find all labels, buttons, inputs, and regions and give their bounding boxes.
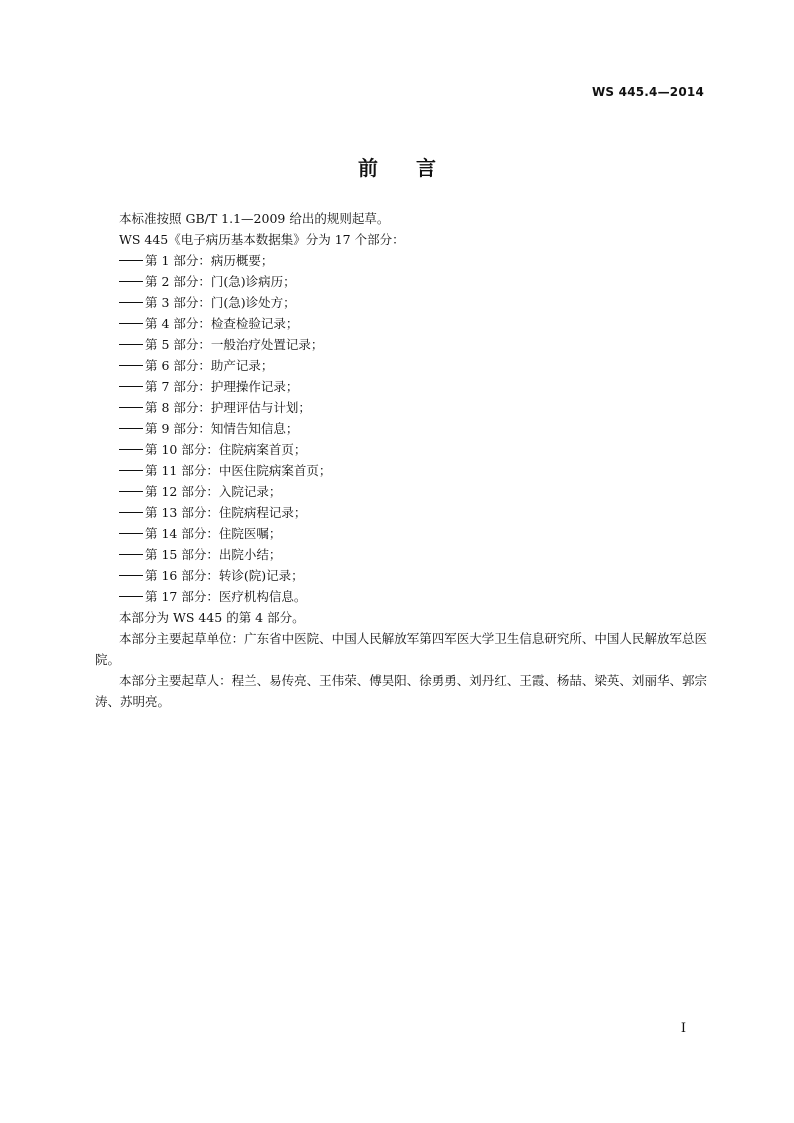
intro-paragraph-drafting-rules: 本标准按照 GB/T 1.1—2009 给出的规则起草。: [119, 211, 390, 226]
part-label: 第 9 部分：知情告知信息；: [145, 421, 299, 436]
em-dash-bullet: [119, 449, 143, 450]
em-dash-bullet: [119, 365, 143, 366]
list-item: [95, 481, 707, 502]
list-item: [95, 271, 707, 292]
list-item: [95, 439, 707, 460]
part-label: 第 6 部分：助产记录；: [145, 358, 274, 373]
standard-code: WS 445.4—2014: [591, 85, 704, 99]
part-label: 第 7 部分：护理操作记录；: [145, 379, 299, 394]
list-item: [95, 355, 707, 376]
drafting-units-paragraph: 本部分主要起草单位：广东省中医院、中国人民解放军第四军医大学卫生信息研究所、中国人民解放军总医院。: [95, 631, 707, 667]
part-number-paragraph: 本部分为 WS 445 的第 4 部分。: [119, 610, 305, 625]
em-dash-bullet: [119, 407, 143, 408]
list-item: [95, 334, 707, 355]
list-item: [95, 565, 707, 586]
part-label: 第 11 部分：中医住院病案首页；: [145, 463, 332, 478]
em-dash-bullet: [119, 386, 143, 387]
list-item: [95, 292, 707, 313]
em-dash-bullet: [119, 428, 143, 429]
part-label: 第 10 部分：住院病案首页；: [145, 442, 307, 457]
list-item: [95, 313, 707, 334]
em-dash-bullet: [119, 575, 143, 576]
intro-paragraph-parts-count: WS 445《电子病历基本数据集》分为 17 个部分：: [119, 232, 405, 247]
list-item: [95, 586, 707, 607]
em-dash-bullet: [119, 491, 143, 492]
drafters-paragraph: 本部分主要起草人：程兰、易传亮、王伟荣、傅昊阳、徐勇勇、刘丹红、王霞、杨喆、梁英、刘丽华、郭宗涛、苏明亮。: [95, 673, 707, 709]
part-label: 第 8 部分：护理评估与计划；: [145, 400, 311, 415]
em-dash-bullet: [119, 281, 143, 282]
list-item: [95, 418, 707, 439]
part-label: 第 2 部分：门(急)诊病历；: [145, 274, 296, 289]
document-body: [95, 208, 707, 712]
part-label: 第 16 部分：转诊(院)记录；: [145, 568, 304, 583]
part-label: 第 13 部分：住院病程记录；: [145, 505, 307, 520]
em-dash-bullet: [119, 344, 143, 345]
part-label: 第 15 部分：出院小结；: [145, 547, 282, 562]
list-item: [95, 544, 707, 565]
list-item: [95, 397, 707, 418]
em-dash-bullet: [119, 554, 143, 555]
page-number: I: [680, 1021, 686, 1036]
part-label: 第 1 部分：病历概要；: [145, 253, 274, 268]
em-dash-bullet: [119, 302, 143, 303]
em-dash-bullet: [119, 260, 143, 261]
part-label: 第 12 部分：入院记录；: [145, 484, 282, 499]
page-title: 前言: [358, 156, 474, 180]
parts-list: [95, 250, 707, 607]
list-item: [95, 502, 707, 523]
part-label: 第 4 部分：检查检验记录；: [145, 316, 299, 331]
list-item: [95, 460, 707, 481]
list-item: [95, 523, 707, 544]
list-item: [95, 376, 707, 397]
em-dash-bullet: [119, 533, 143, 534]
part-label: 第 3 部分：门(急)诊处方；: [145, 295, 296, 310]
em-dash-bullet: [119, 470, 143, 471]
part-label: 第 5 部分：一般治疗处置记录；: [145, 337, 324, 352]
em-dash-bullet: [119, 596, 143, 597]
em-dash-bullet: [119, 512, 143, 513]
part-label: 第 14 部分：住院医嘱；: [145, 526, 282, 541]
part-label: 第 17 部分：医疗机构信息。: [145, 589, 307, 604]
em-dash-bullet: [119, 323, 143, 324]
list-item: [95, 250, 707, 271]
